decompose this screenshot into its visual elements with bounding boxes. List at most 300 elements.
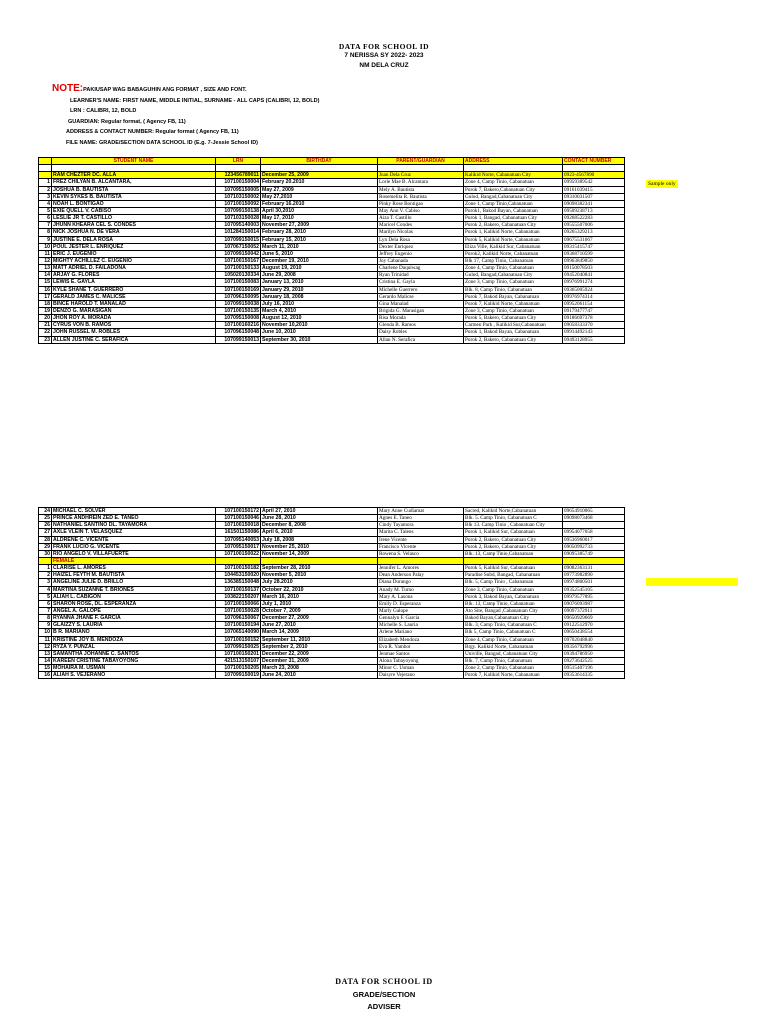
birthday-cell: January 29, 2010 — [261, 286, 378, 293]
birthday-cell: January 18, 2008 — [261, 293, 378, 300]
lrn-cell: 107095150017 — [216, 543, 261, 550]
birthday-cell: February 16.2010 — [261, 200, 378, 207]
student-name-cell: RYZA Y. PUNZAL — [52, 643, 216, 650]
row-number-cell: 8 — [39, 615, 52, 622]
address-cell: Purok 3, Bakod Bayan, Cabanatuan — [464, 593, 563, 600]
birthday-cell: April 6, 2010 — [261, 529, 378, 536]
address-cell: Eliza Ville, Kalikid Sur, Cabanatuan — [464, 243, 563, 250]
contact-number-cell: 09675531067 — [563, 236, 625, 243]
birthday-cell: May 27,2010 — [261, 193, 378, 200]
lrn-cell: 107100150169 — [216, 286, 261, 293]
table-row — [39, 607, 625, 614]
birthday-cell: September 11, 2010 — [261, 636, 378, 643]
row-number-cell: 11 — [39, 636, 52, 643]
note-line-4: GUARDIAN: Regular format, ( Agency FB, 11) — [68, 118, 186, 125]
birthday-cell: December 22, 2009 — [261, 650, 378, 657]
lrn-cell: 107100150018 — [216, 522, 261, 529]
row-number-cell: 5 — [39, 207, 52, 214]
parent-guardian-cell: Gennalyn F. Garcia — [378, 615, 464, 622]
address-cell: Blk. 13, Camp Tinio, Cabanatuan — [464, 600, 563, 607]
address-cell: Bakod Bayan,Cabanatuan City — [464, 615, 563, 622]
address-cell: Purok 2, Bakero, Cabanatuan City — [464, 222, 563, 229]
note-line-1: NOTE:PAKIUSAP WAG BABAGUHIN ANG FORMAT , SIZE AND FONT. — [52, 83, 247, 94]
parent-guardian-cell: Dexter Enriquez — [378, 243, 464, 250]
female-section-label: FEMALE — [52, 557, 216, 564]
table-row — [39, 657, 625, 664]
student-name-cell: CLARISE L. AMORES — [52, 565, 216, 572]
address-cell: Blk. 7, Camp Tinio, Cabanatuan — [464, 657, 563, 664]
parent-guardian-cell: Aiza T. Castillo — [378, 215, 464, 222]
birthday-cell: May 27, 2009 — [261, 186, 378, 193]
female-section-row — [39, 557, 625, 564]
row-number-cell: 1 — [39, 179, 52, 186]
lrn-cell: 107095150005 — [216, 186, 261, 193]
row-number-cell: 12 — [39, 643, 52, 650]
parent-guardian-cell: Michelle S. Lauria — [378, 622, 464, 629]
birthday-cell: February 15, 2010 — [261, 236, 378, 243]
birthday-cell — [261, 165, 378, 172]
row-number-cell: 10 — [39, 243, 52, 250]
row-number-cell — [39, 172, 52, 179]
parent-guardian-cell: Mary A. Lasona — [378, 593, 464, 600]
birthday-cell: October 22, 2010 — [261, 586, 378, 593]
lrn-cell: 107099150042 — [216, 250, 261, 257]
birthday-cell: March 11, 2010 — [261, 243, 378, 250]
address-cell: Gulod, Bangad,Cabanatuan City — [464, 272, 563, 279]
parent-guardian-cell: Joy Cabanada — [378, 257, 464, 264]
address-cell: Gulod, Bangad,Cabanatuan City — [464, 193, 563, 200]
row-number-cell: 5 — [39, 593, 52, 600]
student-name-cell: MOHAIRA M. USMAN — [52, 665, 216, 672]
row-number-cell: 18 — [39, 300, 52, 307]
row-number-cell: 26 — [39, 522, 52, 529]
student-name-cell: KRISTINE JOY B. MENDOZA — [52, 636, 216, 643]
table-row — [39, 600, 625, 607]
address-cell: Zone 2, Camp Tinio, Cabanatuan — [464, 665, 563, 672]
student-name-cell: CYRUS VON B. RAMOS — [52, 322, 216, 329]
birthday-cell: February 20.2010 — [261, 179, 378, 186]
parent-guardian-cell: Cristina E. Gayla — [378, 279, 464, 286]
student-name-cell: SAMANTHA JOHANNE C. SANTOS — [52, 650, 216, 657]
table-row — [39, 243, 625, 250]
lrn-cell: 107103150002 — [216, 193, 261, 200]
header-row — [39, 158, 625, 165]
female-section-cell — [216, 557, 261, 564]
contact-number-cell: 09150078503 — [563, 265, 625, 272]
note-label: NOTE: — [52, 83, 84, 94]
contact-number-cell — [563, 522, 625, 529]
lrn-cell: 107099150015 — [216, 236, 261, 243]
birthday-cell: June 24, 2010 — [261, 672, 378, 679]
parent-guardian-cell: Irene Vicente — [378, 536, 464, 543]
table-row — [39, 572, 625, 579]
blank-row — [39, 165, 625, 172]
note-line-2: LEARNER'S NAME: FIRST NAME, MIDDLE INITIAL, SURNAME - ALL CAPS (CALIBRI, 12, BOLD) — [70, 97, 320, 104]
contact-number-cell — [563, 165, 625, 172]
lrn-cell: 107100150133 — [216, 265, 261, 272]
table-row — [39, 179, 625, 186]
contact-number-cell: 09050992733 — [563, 543, 625, 550]
birthday-cell: March 4, 2010 — [261, 307, 378, 314]
contact-number-cell: 09509238713 — [563, 207, 625, 214]
table-row — [39, 629, 625, 636]
row-number-cell — [39, 165, 52, 172]
parent-guardian-cell: Juan Dela Cruz — [378, 172, 464, 179]
row-number-cell: 9 — [39, 236, 52, 243]
lrn-cell: 107096150095 — [216, 293, 261, 300]
contact-number-cell: 09952061154 — [563, 300, 625, 307]
student-name-cell: ALIAH L. CABIGON — [52, 593, 216, 600]
contact-number-cell: 09650929669 — [563, 615, 625, 622]
row-number-cell: 20 — [39, 315, 52, 322]
row-number-cell: 30 — [39, 550, 52, 557]
table-row — [39, 265, 625, 272]
row-number-cell: 22 — [39, 329, 52, 336]
student-name-cell: MICHAEL C. SOLVER — [52, 508, 216, 515]
contact-number-cell: 09265329213 — [563, 229, 625, 236]
row-number-cell: 8 — [39, 229, 52, 236]
table-row — [39, 186, 625, 193]
contact-number-cell: 09098073468 — [563, 515, 625, 522]
student-name-cell: MATT ADRIEL D. FAILADONA — [52, 265, 216, 272]
birthday-cell: October 7, 2009 — [261, 607, 378, 614]
address-cell: Univille, Bangad, Cabanatuan City — [464, 650, 563, 657]
table-row — [39, 536, 625, 543]
note-line-6: FILE NAME: GRADE/SECTION DATA SCHOOL ID (E.g. 7-Jessie School ID) — [66, 139, 259, 146]
lrn-cell: 107100150137 — [216, 586, 261, 593]
parent-guardian-cell: Rosemelita R. Bautista — [378, 193, 464, 200]
lrn-cell: 107100150182 — [216, 565, 261, 572]
contact-number-cell: 09310031507 — [563, 193, 625, 200]
row-number-cell: 27 — [39, 529, 52, 536]
student-name-cell: JOSHUA B. BAUTISTA — [52, 186, 216, 193]
lrn-cell: 107095150008 — [216, 315, 261, 322]
female-section-cell — [378, 557, 464, 564]
lrn-cell: 107100150022 — [216, 550, 261, 557]
page-title: DATA FOR SCHOOL ID — [338, 42, 430, 51]
row-number-cell: 21 — [39, 322, 52, 329]
contact-number-cell: 09914492143 — [563, 329, 625, 336]
parent-guardian-cell: Michelle Guerrero — [378, 286, 464, 293]
birthday-cell: June 27, 2010 — [261, 622, 378, 629]
address-cell: Purok 2, Bakero, Cabanatuan City — [464, 543, 563, 550]
footer-adviser: ADVISER — [367, 1002, 401, 1011]
birthday-cell: April 30,2010 — [261, 207, 378, 214]
parent-guardian-cell: Agnes E. Taneo — [378, 515, 464, 522]
student-name-cell: ALIAH S. VEJERANO — [52, 672, 216, 679]
lrn-cell: 107099150038 — [216, 300, 261, 307]
row-number-cell: 9 — [39, 622, 52, 629]
parent-guardian-cell: Emily D. Esperanza — [378, 600, 464, 607]
lrn-cell: 107100160216 — [216, 322, 261, 329]
birthday-cell: December 31, 2009 — [261, 657, 378, 664]
lrn-cell: 107100150135 — [216, 307, 261, 314]
row-number-cell: 25 — [39, 515, 52, 522]
contact-number-cell: 09315415747 — [563, 243, 625, 250]
birthday-cell: December 19, 2010 — [261, 257, 378, 264]
lrn-cell: 161501150086 — [216, 529, 261, 536]
lrn-cell: 107100150205 — [216, 665, 261, 672]
row-number-cell: 6 — [39, 215, 52, 222]
birthday-cell: February 28, 2010 — [261, 229, 378, 236]
table-row — [39, 593, 625, 600]
student-name-cell: GLAIZZY S. LAURIA — [52, 622, 216, 629]
column-header: BIRTHDAY — [261, 158, 378, 165]
row-number-cell: 16 — [39, 286, 52, 293]
lrn-cell: 107103150028 — [216, 215, 261, 222]
teacher-name: NM DELA CRUZ — [359, 62, 409, 69]
contact-number-cell: 09353614335 — [563, 672, 625, 679]
lrn-cell: 107100150167 — [216, 257, 261, 264]
student-name-cell: FREZ CHILYAN B. ALCANTARA, — [52, 179, 216, 186]
student-name-cell: PRINCE ANDHREIN ZED E. TANEO — [52, 515, 216, 522]
address-cell: Paradise Subd, Bangad, Cabanatuan — [464, 572, 563, 579]
student-name-cell: KAREEN CRISTINE TABAYOYONG — [52, 657, 216, 664]
table-row — [39, 257, 625, 264]
parent-guardian-cell: Eva R. Yambot — [378, 643, 464, 650]
address-cell: Purok 5, Bakero, Cabanatuan City — [464, 315, 563, 322]
address-cell: Zone 3, Camp Tinio, Cabanatuan — [464, 279, 563, 286]
student-name-cell: LESLIE JR T. CASTILLO — [52, 215, 216, 222]
sample-row — [39, 172, 625, 179]
contact-number-cell: 09186697378 — [563, 315, 625, 322]
lrn-cell: 421513150107 — [216, 657, 261, 664]
student-name-cell: AXLE VLEIN T. VELASQUEZ — [52, 529, 216, 536]
contact-number-cell: 0923-4567890 — [563, 172, 625, 179]
birthday-cell: March 16, 2010 — [261, 593, 378, 600]
parent-guardian-cell: Daisyre Vejerano — [378, 672, 464, 679]
lrn-cell: 107100150066 — [216, 600, 261, 607]
parent-guardian-cell: Anady M. Turno — [378, 586, 464, 593]
lrn-cell: 107100150004 — [216, 179, 261, 186]
parent-guardian-cell: Marita C. Talens — [378, 529, 464, 536]
parent-guardian-cell: Glenda B. Ramos — [378, 322, 464, 329]
student-name-cell: NOAH L. BONTIGAO — [52, 200, 216, 207]
birthday-cell: March 14, 2009 — [261, 629, 378, 636]
female-section-cell — [464, 557, 563, 564]
parent-guardian-cell: Francisco Vicente — [378, 543, 464, 550]
birthday-cell: June 5, 2010 — [261, 250, 378, 257]
birthday-cell: December 25, 2009 — [261, 172, 378, 179]
lrn-cell: 107100150152 — [216, 636, 261, 643]
table-row — [39, 286, 625, 293]
female-section-cell — [39, 557, 52, 564]
address-cell: Purok 5, Kalikid Norte, Cabanatuan — [464, 236, 563, 243]
column-header — [39, 158, 52, 165]
contact-number-cell: 09268522283 — [563, 215, 625, 222]
row-number-cell: 6 — [39, 600, 52, 607]
table-row — [39, 236, 625, 243]
address-cell: Blk. 8, Camp Tinio, Cabanatuan — [464, 286, 563, 293]
parent-guardian-cell: Minor C. Usman — [378, 665, 464, 672]
student-name-cell: DENZO G. MARASIGAN — [52, 307, 216, 314]
contact-number-cell: 09368710599 — [563, 250, 625, 257]
birthday-cell: September 28, 2010 — [261, 565, 378, 572]
parent-guardian-cell: Gerardo Malicse — [378, 293, 464, 300]
parent-guardian-cell: Marilyn Nicolas — [378, 229, 464, 236]
parent-guardian-cell: Alona Tabayoyong — [378, 657, 464, 664]
address-cell: Zone 1, Camp Tinio,Cabanatuan — [464, 200, 563, 207]
lrn-cell: 105020130334 — [216, 272, 261, 279]
parent-guardian-cell — [378, 165, 464, 172]
birthday-cell: July 18, 2008 — [261, 536, 378, 543]
parent-guardian-cell: Rowena S. Velasco — [378, 550, 464, 557]
birthday-cell: August 12, 2010 — [261, 315, 378, 322]
lrn-cell — [216, 165, 261, 172]
lrn-cell: 107100150092 — [216, 200, 261, 207]
table-row — [39, 672, 625, 679]
student-name-cell: MIGHTY ACHILLEZ C. EUGENIO — [52, 257, 216, 264]
parent-guardian-cell: Arlene Mariano — [378, 629, 464, 636]
table-row — [39, 550, 625, 557]
birthday-cell: January 13, 2010 — [261, 279, 378, 286]
birthday-cell: June 29, 2008 — [261, 272, 378, 279]
table-row — [39, 543, 625, 550]
contact-number-cell: 09273642525 — [563, 657, 625, 664]
table-row — [39, 300, 625, 307]
parent-guardian-cell: Jeffrey Eugenio — [378, 250, 464, 257]
lrn-cell: 136385150048 — [216, 579, 261, 586]
table-row — [39, 279, 625, 286]
address-cell: Brgy. Kalikid Norte, Cabanatuan — [464, 643, 563, 650]
row-number-cell: 17 — [39, 293, 52, 300]
table-row — [39, 650, 625, 657]
row-number-cell: 3 — [39, 193, 52, 200]
address-cell: Sacred, Kalikid Norte,Cabanatuan — [464, 508, 563, 515]
birthday-cell: March 23, 2008 — [261, 665, 378, 672]
lrn-cell: 107099150013 — [216, 336, 261, 343]
contact-number-cell: 09161039415 — [563, 186, 625, 193]
contact-number-cell: 09452040841 — [563, 272, 625, 279]
parent-guardian-cell: Dean Anderson Palay — [378, 572, 464, 579]
student-name-cell: FRANK LUCIO G. VICENTE — [52, 543, 216, 550]
contact-number-cell: 09352545105 — [563, 586, 625, 593]
contact-number-cell: 09979577895 — [563, 593, 625, 600]
student-name-cell: ARJAY G. FLORES — [52, 272, 216, 279]
birthday-cell: November 5, 2010 — [261, 572, 378, 579]
lrn-cell: 107065140090 — [216, 629, 261, 636]
contact-number-cell: 09076093987 — [563, 600, 625, 607]
parent-guardian-cell: Mary Anne Cudiamat — [378, 508, 464, 515]
lrn-cell: 107096150048 — [216, 329, 261, 336]
lrn-cell: 107099150019 — [216, 672, 261, 679]
address-cell: Purok 5, Kalikid Sur, Cabanatuan — [464, 565, 563, 572]
parent-guardian-cell: Elizabeth Mendoza — [378, 636, 464, 643]
parent-guardian-cell: Diana Durango — [378, 579, 464, 586]
student-name-cell: B R. MARIANO — [52, 629, 216, 636]
lrn-cell: 107100150028 — [216, 607, 261, 614]
address-cell — [464, 165, 563, 172]
female-section-cell — [563, 557, 625, 564]
address-cell: Ato Site, Bangad ,Cabanatuan City — [464, 607, 563, 614]
lrn-cell: 107067150052 — [216, 243, 261, 250]
contact-number-cell: 09122512970 — [563, 622, 625, 629]
table-row — [39, 200, 625, 207]
row-number-cell: 15 — [39, 665, 52, 672]
address-cell: Zone 3, Camp Tinio, Cabanatuan — [464, 586, 563, 593]
section-subtitle: 7 NERISSA SY 2022- 2023 — [344, 52, 424, 59]
lrn-cell: 107099150025 — [216, 643, 261, 650]
row-number-cell: 13 — [39, 265, 52, 272]
contact-number-cell: 09095385749 — [563, 550, 625, 557]
birthday-cell: November 25, 2010 — [261, 543, 378, 550]
contact-number-cell: 09702048840 — [563, 636, 625, 643]
row-number-cell: 28 — [39, 536, 52, 543]
student-name-cell: HAIZEL FEYTH M. BAUTISTA — [52, 572, 216, 579]
row-number-cell: 16 — [39, 672, 52, 679]
table-row — [39, 665, 625, 672]
contact-number-cell: 09097372911 — [563, 607, 625, 614]
parent-guardian-cell: Charlene Daquiwag — [378, 265, 464, 272]
row-number-cell: 12 — [39, 257, 52, 264]
student-name-cell: JUSTINE E. DELA ROSA — [52, 236, 216, 243]
birthday-cell: April 27, 2010 — [261, 508, 378, 515]
student-name-cell: GERALD JAMES C. MALICSE — [52, 293, 216, 300]
student-name-cell: EXIE QUELL V. CABISO — [52, 207, 216, 214]
table-row — [39, 322, 625, 329]
table-row — [39, 329, 625, 336]
contact-number-cell: 09654910065 — [563, 508, 625, 515]
row-number-cell: 1 — [39, 565, 52, 572]
parent-guardian-cell: Marly Galope — [378, 607, 464, 614]
table-row — [39, 293, 625, 300]
student-name-cell: POUL JESTER L. ENRIQUEZ — [52, 243, 216, 250]
contact-number-cell: 09493128955 — [563, 336, 625, 343]
address-cell: Purok 1, Kalikid Sur, Cabanatuan — [464, 529, 563, 536]
student-name-cell: JOHN RUSSEL M. ROBLES — [52, 329, 216, 336]
row-number-cell: 19 — [39, 307, 52, 314]
birthday-cell: June 10, 2010 — [261, 329, 378, 336]
student-name-cell — [52, 165, 216, 172]
lrn-cell: 103822150207 — [216, 593, 261, 600]
row-number-cell: 7 — [39, 607, 52, 614]
address-cell: Purok 7, Kalikid Norte, Cabanatuan — [464, 300, 563, 307]
address-cell: Purok 7, Kalikid Norte, Cabanatuan — [464, 672, 563, 679]
address-cell: Blk. 5, Camp Tinio , Cabanatuan — [464, 579, 563, 586]
column-header: LRN — [216, 158, 261, 165]
parent-guardian-cell: Maricel Condes — [378, 222, 464, 229]
parent-guardian-cell: Risa Morada — [378, 315, 464, 322]
lrn-cell: 107095140003 — [216, 222, 261, 229]
student-name-cell: JHON ROY A. MORADA — [52, 315, 216, 322]
student-name-cell: ALDRENE C. VICENTE — [52, 536, 216, 543]
parent-guardian-cell: Lyn Dela Rosa — [378, 236, 464, 243]
student-name-cell: ANGEL A. GALOPE — [52, 607, 216, 614]
lrn-cell: 104453150020 — [216, 572, 261, 579]
table-row — [39, 643, 625, 650]
table-row — [39, 207, 625, 214]
table-row — [39, 515, 625, 522]
contact-number-cell: 09959389542 — [563, 179, 625, 186]
table-row — [39, 222, 625, 229]
parent-guardian-cell: Lorie Mae B. Alcantara — [378, 179, 464, 186]
contact-number-cell: 09098382341 — [563, 200, 625, 207]
row-number-cell: 14 — [39, 657, 52, 664]
contact-number-cell: 09555507006 — [563, 222, 625, 229]
lrn-cell: 107100150083 — [216, 279, 261, 286]
table-row — [39, 522, 625, 529]
student-table-page-2 — [38, 507, 625, 679]
student-table-page-1 — [38, 157, 625, 344]
row-number-cell: 2 — [39, 186, 52, 193]
address-cell: Zone 4, Camp Tinio, Cabanatuan — [464, 265, 563, 272]
lrn-cell: 107099150138 — [216, 207, 261, 214]
lrn-cell: 101284150014 — [216, 229, 261, 236]
row-number-cell: 11 — [39, 250, 52, 257]
column-header: ADDRESS — [464, 158, 563, 165]
birthday-cell: December 27, 2009 — [261, 615, 378, 622]
address-cell: Purok 7, Bakod Bayan, Cabanatuan — [464, 293, 563, 300]
